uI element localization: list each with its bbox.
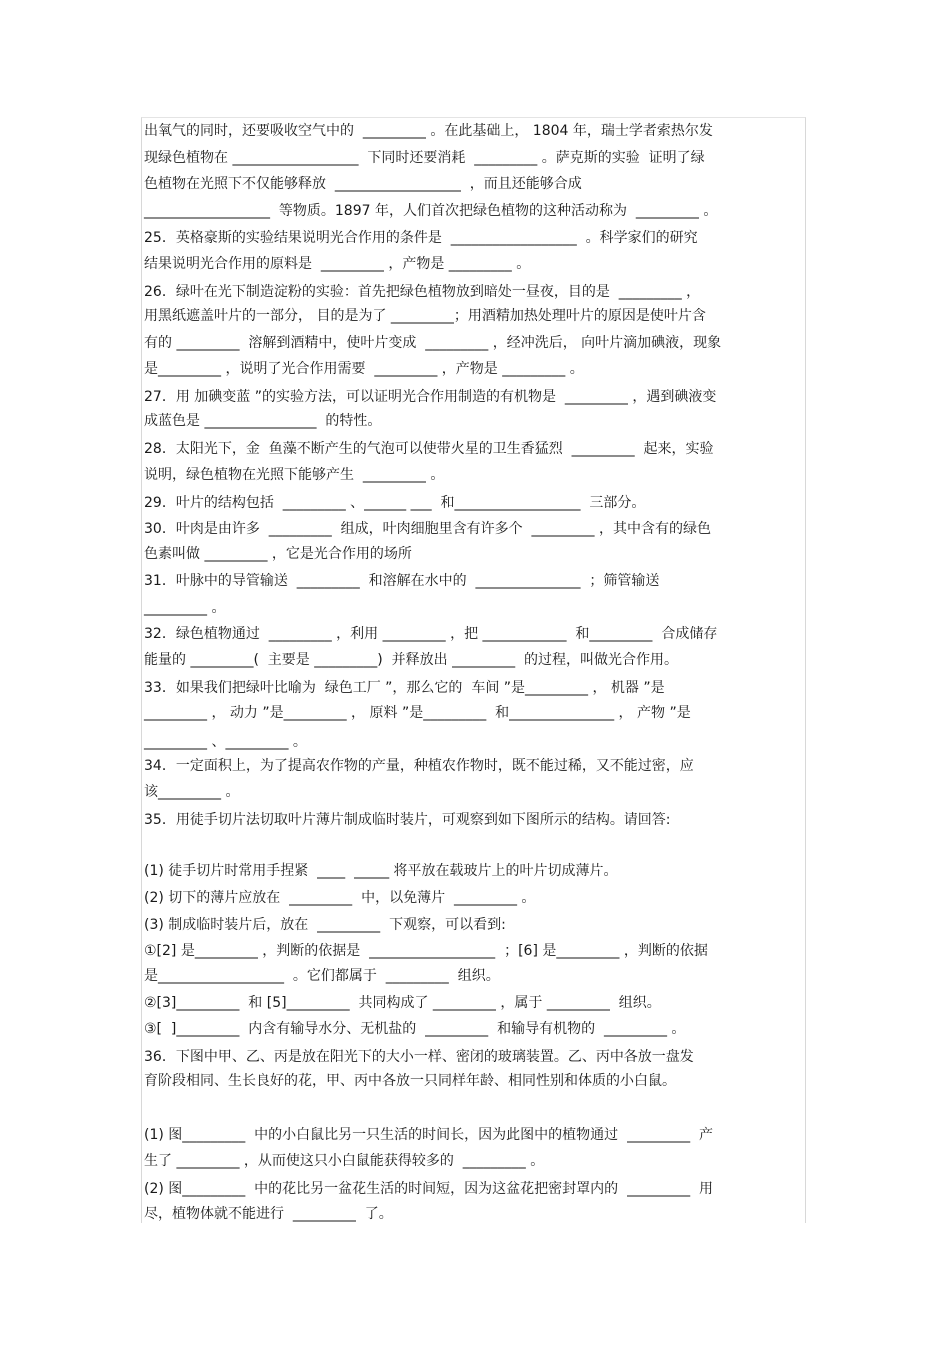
text-line: 29．叶片的结构包括 _________ 、______ ___ 和__________________ 三部分。 [144,495,646,511]
text-line: 尽，植物体就不能进行 _________ 了。 [144,1206,393,1222]
text-line: __________________ 等物质。1897 年，人们首次把绿色植物的这种活动称为 _________ 。 [144,203,718,219]
text-line: ②[3]_________ 和 [5]_________ 共同构成了 _________ ，属于 _________ 组织。 [144,995,661,1011]
text-line: 用黑纸遮盖叶片的一部分， 目的是为了 _________；用酒精加热处理叶片的原因是使叶片含 [144,308,706,324]
text-line: 26．绿叶在光下制造淀粉的实验：首先把绿色植物放到暗处一昼夜，目的是 _________ ， [144,284,701,300]
text-line: 是_________ ，说明了光合作用需要 _________ ，产物是 _________ 。 [144,361,584,377]
text-line: _________ 。 [144,600,226,616]
text-line: 31．叶脉中的导管输送 _________ 和溶解在水中的 _______________ ；筛管输送 [144,573,660,589]
text-line: 32．绿色植物通过 _________ ，利用 _________ ，把 ____________ 和_________ 合成储存 [144,626,718,642]
text-line: 能量的 _________( 主要是 _________) 并释放出 _________ 的过程，叫做光合作用。 [144,652,678,668]
text-line: 成蓝色是 ________________ 的特性。 [144,413,382,429]
text-line: (3) 制成临时装片后，放在 _________ 下观察，可以看到: [144,917,506,933]
text-line: 36．下图中甲、乙、丙是放在阳光下的大小一样、密闭的玻璃装置。乙、丙中各放一盘发 [144,1049,694,1065]
text-line: 生了 _________ ，从而使这只小白鼠能获得较多的 _________ 。 [144,1153,545,1169]
text-line: 有的 _________ 溶解到酒精中，使叶片变成 _________ ，经冲洗后， 向叶片滴加碘液，现象 [144,335,722,351]
text-line: 育阶段相同、生长良好的花，甲、丙中各放一只同样年龄、相同性别和体质的小白鼠。 [144,1073,676,1089]
text-line: 25．英格豪斯的实验结果说明光合作用的条件是 __________________ 。科学家们的研究 [144,230,698,246]
text-line: 28．太阳光下，金 鱼藻不断产生的气泡可以使带火星的卫生香猛烈 _________ 起来，实验 [144,441,714,457]
text-line: 该_________ 。 [144,784,240,800]
text-line: ①[2] 是_________ ，判断的依据是 __________________ ；[6] 是_________ ，判断的依据 [144,943,708,959]
text-line: 34．一定面积上，为了提高农作物的产量，种植农作物时，既不能过稀，又不能过密，应 [144,758,694,774]
text-line: 结果说明光合作用的原料是 _________ ，产物是 _________ 。 [144,256,531,272]
text-line: 30．叶肉是由许多 _________ 组成，叶肉细胞里含有许多个 _________ ，其中含有的绿色 [144,521,711,537]
text-line: 说明，绿色植物在光照下能够产生 _________ 。 [144,467,445,483]
text-line: 色素叫做 _________ ，它是光合作用的场所 [144,546,412,562]
text-line: 现绿色植物在 __________________ 下同时还要消耗 _________ 。萨克斯的实验 证明了绿 [144,150,705,166]
text-line: (2) 图_________ 中的花比另一盆花生活的时间短，因为这盆花把密封罩内的 _________ 用 [144,1181,713,1197]
text-line: _________ ， 动力 ”是_________ ， 原料 ”是_________ 和_______________ ， 产物 ”是 [144,705,691,721]
text-line: 33．如果我们把绿叶比喻为 绿色工厂 ”，那么它的 车间 ”是_________ ， 机器 ”是 [144,680,665,696]
text-line: ③[ ]_________ 内含有输导水分、无机盐的 _________ 和输导有机物的 _________ 。 [144,1021,686,1037]
text-line: 27．用 加碘变蓝 ”的实验方法，可以证明光合作用制造的有机物是 _________ ，遇到碘液变 [144,389,717,405]
text-line: 是__________________ 。它们都属于 _________ 组织。 [144,968,500,984]
text-line: _________ 、_________ 。 [144,734,307,750]
text-line: 出氧气的同时，还要吸收空气中的 _________ 。在此基础上， 1804 年，瑞士学者索热尔发 [144,123,713,139]
text-line: (2) 切下的薄片应放在 _________ 中，以免薄片 _________ 。 [144,890,536,906]
text-line: (1) 图_________ 中的小白鼠比另一只生活的时间长，因为此图中的植物通过 _________ 产 [144,1127,713,1143]
text-line: 35．用徒手切片法切取叶片薄片制成临时装片，可观察到如下图所示的结构。请回答: [144,812,671,828]
text-line: 色植物在光照下不仅能够释放 __________________ ，而且还能够合成 [144,176,582,192]
text-line: (1) 徒手切片时常用手捏紧 ____ _____ 将平放在载玻片上的叶片切成薄片。 [144,863,618,879]
